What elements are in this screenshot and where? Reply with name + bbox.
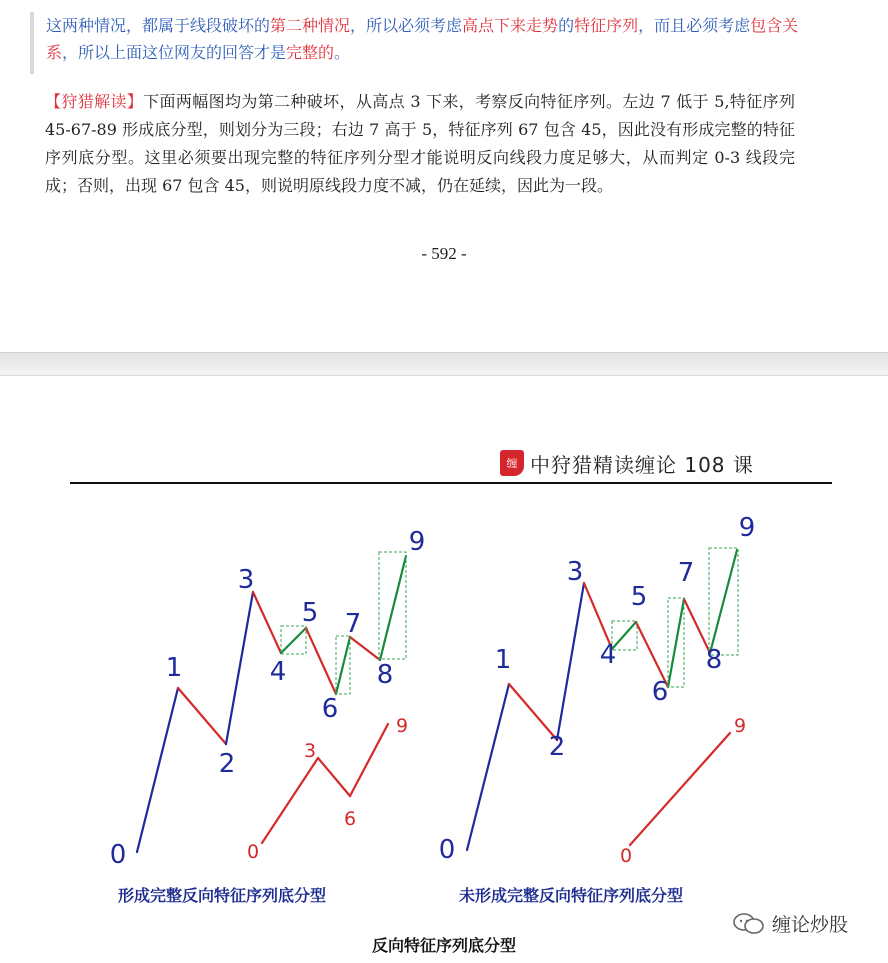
wave-segment <box>226 592 253 744</box>
point-label: 5 <box>301 598 319 628</box>
wave-segment <box>336 637 350 694</box>
point-label: 2 <box>548 732 566 762</box>
quote-text: ，而且必须考虑 <box>638 16 751 35</box>
header-rule <box>70 482 832 484</box>
wave-segment <box>380 556 406 660</box>
point-label: 7 <box>677 558 695 588</box>
point-label: 8 <box>376 660 394 690</box>
wave-segment <box>253 592 281 653</box>
point-label: 3 <box>303 740 317 762</box>
point-label: 9 <box>738 513 756 543</box>
quote-highlight: 高点下来走势 <box>462 16 559 35</box>
sub-segment <box>350 724 388 796</box>
point-label: 3 <box>566 557 584 587</box>
right-diagram <box>439 513 756 867</box>
point-label: 4 <box>269 657 287 687</box>
point-label: 0 <box>619 845 633 867</box>
figure-title: 反向特征序列底分型 <box>371 936 516 955</box>
quote-text: 。 <box>334 43 351 62</box>
point-label: 7 <box>344 609 362 639</box>
page-number: - 592 - <box>421 244 467 263</box>
point-label: 2 <box>218 749 236 779</box>
page-divider <box>0 352 888 376</box>
wave-segment <box>467 684 509 850</box>
sub-segment <box>630 733 730 845</box>
point-label: 4 <box>599 640 617 670</box>
brand-title: 中狩猎精读缠论 108 课 <box>530 452 754 477</box>
wave-segment <box>137 688 178 852</box>
brand-logo-icon: 缠 <box>500 450 524 476</box>
point-label: 0 <box>246 841 260 863</box>
sub-segment <box>262 758 318 843</box>
point-label: 9 <box>733 715 747 737</box>
commentary-text: 下面两幅图均为第二种破坏，从高点 3 下来，考察反向特征序列。左边 7 低于 5,特征序列 45-67-89 形成底分型，则划分为三段；右边 7 高于 5，特征序列 67 包含 45，因此没有形成完整的特征序列底分型。这里必须要出现完整的特征序列分型才能说明反向线段力度足够大，从而判定 0-3 线段完成；否则，出现 67 包含 45，则说明原线段力度不减，仍在延续，因此为一段。 <box>45 92 795 195</box>
quote-block <box>30 12 816 74</box>
wave-segment <box>710 550 737 653</box>
sub-segment <box>318 758 350 796</box>
quote-highlight: 包含关系 <box>46 16 799 62</box>
wave-segment <box>668 599 684 687</box>
commentary-paragraph <box>45 88 795 200</box>
wave-figure <box>0 490 888 890</box>
wave-segment <box>350 637 380 660</box>
quote-text: ，所以必须考虑 <box>350 16 463 35</box>
point-label: 6 <box>343 808 357 830</box>
watermark <box>732 910 848 937</box>
point-label: 1 <box>165 653 183 683</box>
point-label: 3 <box>237 565 255 595</box>
point-label: 5 <box>630 582 648 612</box>
point-label: 0 <box>438 835 456 865</box>
brand-header <box>500 448 754 478</box>
watermark-text: 缠论炒股 <box>772 914 849 936</box>
quote-highlight: 完整的 <box>286 43 335 62</box>
wave-segment <box>178 688 226 744</box>
quote-text: ，所以上面这位网友的回答才是 <box>62 43 287 62</box>
chat-bubbles-icon <box>732 912 766 936</box>
point-label: 0 <box>109 840 127 870</box>
point-label: 9 <box>408 527 426 557</box>
left-caption: 形成完整反向特征序列底分型 <box>118 886 327 905</box>
point-label: 1 <box>494 645 512 675</box>
point-label: 9 <box>395 715 409 737</box>
right-caption: 未形成完整反向特征序列底分型 <box>459 886 684 905</box>
quote-highlight: 第二种情况 <box>270 16 351 35</box>
wave-segment <box>281 628 306 653</box>
point-label: 6 <box>651 677 669 707</box>
point-label: 6 <box>321 694 339 724</box>
point-label: 8 <box>705 645 723 675</box>
quote-text: 的 <box>558 16 575 35</box>
wave-segment <box>306 628 336 694</box>
left-diagram <box>110 527 426 870</box>
quote-text: 这两种情况，都属于线段破坏的 <box>46 16 271 35</box>
commentary-tag: 【狩猎解读】 <box>45 92 144 111</box>
wave-segment <box>557 583 584 740</box>
quote-highlight: 特征序列 <box>574 16 639 35</box>
